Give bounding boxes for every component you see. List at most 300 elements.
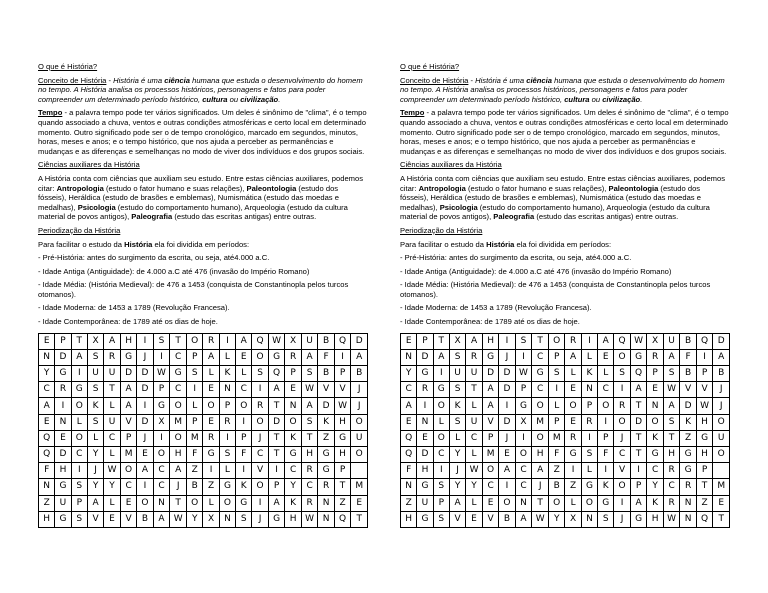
grid-cell: L	[71, 414, 87, 430]
grid-cell: C	[614, 446, 630, 462]
grid-cell: Y	[285, 479, 301, 495]
grid-cell: V	[614, 463, 630, 479]
grid-row	[39, 495, 368, 511]
grid-cell: B	[713, 366, 730, 382]
grid-cell: D	[417, 446, 433, 462]
grid-cell: E	[236, 349, 252, 365]
grid-cell: O	[647, 414, 663, 430]
periodizacao-heading: Periodização da História	[38, 225, 121, 235]
grid-cell: F	[186, 446, 202, 462]
grid-cell: A	[268, 495, 285, 511]
grid-cell: N	[153, 495, 170, 511]
ciencias-heading: Ciências auxiliares da História	[38, 160, 140, 170]
grid-cell: Y	[87, 446, 103, 462]
worksheet-right	[400, 62, 730, 528]
grid-cell: O	[581, 495, 597, 511]
grid-cell: L	[581, 463, 597, 479]
grid-cell: C	[647, 463, 663, 479]
grid-cell: N	[680, 495, 696, 511]
grid-cell: I	[417, 398, 433, 414]
grid-cell: X	[285, 333, 301, 349]
grid-cell: N	[680, 511, 696, 527]
grid-cell: G	[417, 511, 433, 527]
grid-cell: S	[71, 511, 87, 527]
grid-cell: V	[120, 414, 136, 430]
grid-cell: S	[219, 446, 235, 462]
grid-cell: L	[598, 366, 614, 382]
grid-cell: R	[680, 479, 696, 495]
grid-cell: L	[433, 414, 449, 430]
periodizacao-heading: Periodização da História	[400, 225, 483, 235]
grid-cell: K	[680, 414, 696, 430]
grid-cell: Q	[334, 333, 351, 349]
grid-cell: A	[71, 349, 87, 365]
grid-cell: Y	[548, 511, 564, 527]
grid-cell: E	[417, 430, 433, 446]
grid-cell: N	[219, 382, 235, 398]
grid-cell: R	[565, 333, 581, 349]
grid-cell: F	[680, 349, 696, 365]
grid-row	[401, 366, 730, 382]
grid-cell: I	[186, 382, 202, 398]
grid-cell: P	[482, 430, 498, 446]
grid-cell: R	[301, 463, 318, 479]
grid-cell: T	[104, 382, 121, 398]
grid-cell: I	[334, 349, 351, 365]
grid-cell: R	[663, 463, 680, 479]
grid-cell: P	[433, 495, 449, 511]
grid-cell: T	[630, 398, 647, 414]
ciencias-heading: Ciências auxiliares da História	[400, 160, 502, 170]
page-title: O que é História?	[400, 62, 460, 71]
grid-cell: I	[236, 414, 252, 430]
grid-cell: C	[482, 479, 498, 495]
grid-cell: H	[696, 414, 713, 430]
grid-cell: N	[515, 495, 532, 511]
grid-cell: D	[137, 366, 153, 382]
grid-cell: R	[252, 398, 268, 414]
grid-cell: R	[466, 349, 483, 365]
grid-cell: C	[236, 382, 252, 398]
grid-cell: O	[120, 463, 136, 479]
grid-cell: S	[663, 366, 680, 382]
grid-cell: U	[417, 495, 433, 511]
grid-cell: Y	[466, 479, 483, 495]
grid-cell: H	[39, 511, 55, 527]
grid-cell: O	[499, 495, 515, 511]
grid-cell: G	[120, 349, 136, 365]
grid-cell: I	[499, 333, 515, 349]
grid-cell: U	[466, 414, 483, 430]
grid-cell: P	[186, 349, 202, 365]
grid-cell: Z	[203, 479, 219, 495]
grid-cell: F	[401, 463, 417, 479]
grid-cell: M	[548, 430, 564, 446]
grid-cell: G	[268, 349, 285, 365]
grid-cell: L	[565, 495, 581, 511]
grid-cell: Q	[614, 333, 630, 349]
ciencias-paragraph: A História conta com ciências que auxiliam seu estudo. Entre estas ciências auxiliares, podemos citar: Antropologia (estudo o fator humano e suas relações), Paleontologia (estudo dos fósseis), Heráldica (estudo de brasões e emblemas), Numismática (estudo das moedas e medalhas), Psicologia (estudo do comportamento humano), Arqueologia (estudo da cultura material de povos antigos), Paleografia (estudo das escritas antigas) entre outras.	[38, 173, 364, 222]
grid-cell: I	[565, 463, 581, 479]
grid-cell: H	[301, 446, 318, 462]
grid-cell: T	[170, 495, 187, 511]
grid-cell: J	[252, 511, 268, 527]
grid-row	[401, 511, 730, 527]
grid-row	[401, 495, 730, 511]
grid-cell: O	[482, 463, 498, 479]
grid-cell: U	[713, 430, 730, 446]
grid-cell: C	[301, 479, 318, 495]
grid-cell: L	[104, 495, 121, 511]
grid-cell: W	[515, 366, 532, 382]
grid-cell: K	[598, 479, 614, 495]
grid-cell: A	[236, 333, 252, 349]
grid-cell	[713, 463, 730, 479]
grid-cell: F	[236, 446, 252, 462]
grid-cell: A	[104, 333, 121, 349]
grid-cell: A	[630, 495, 647, 511]
grid-cell: L	[466, 495, 483, 511]
grid-cell: B	[351, 366, 368, 382]
grid-cell: E	[137, 446, 153, 462]
grid-row	[39, 463, 368, 479]
grid-cell: V	[334, 382, 351, 398]
ciencias-paragraph: A História conta com ciências que auxiliam seu estudo. Entre estas ciências auxiliares, podemos citar: Antropologia (estudo o fator humano e suas relações), Paleontologia (estudo dos fósseis), Heráldica (estudo de brasões e emblemas), Numismática (estudo das moedas e medalhas), Psicologia (estudo do comportamento humano), Arqueologia (estudo da cultura material de povos antigos), Paleografia (estudo das escritas antigas) entre outras.	[400, 173, 726, 222]
grid-cell: G	[219, 479, 235, 495]
grid-cell: T	[663, 430, 680, 446]
grid-cell: S	[614, 366, 630, 382]
grid-cell: Y	[449, 446, 465, 462]
grid-cell: J	[614, 511, 630, 527]
grid-row	[401, 446, 730, 462]
grid-cell: N	[581, 382, 597, 398]
grid-cell: Q	[268, 366, 285, 382]
grid-cell: Q	[39, 430, 55, 446]
grid-cell: H	[482, 333, 498, 349]
grid-cell: C	[170, 349, 187, 365]
grid-cell: E	[565, 414, 581, 430]
concept-label: Conceito de História	[38, 75, 107, 85]
grid-cell: D	[630, 414, 647, 430]
grid-cell: I	[153, 349, 170, 365]
grid-cell: H	[696, 446, 713, 462]
period-item: - Pré-História: antes do surgimento da escrita, ou seja, até4.000 a.C.	[400, 253, 632, 263]
word-search-grid	[400, 333, 730, 528]
grid-cell: C	[252, 446, 268, 462]
grid-cell: E	[203, 382, 219, 398]
grid-cell: T	[466, 382, 483, 398]
period-item: - Idade Antiga (Antiguidade): de 4.000 a.C até 476 (invasão do Império Romano)	[38, 266, 310, 276]
grid-cell: O	[186, 495, 202, 511]
grid-cell: H	[170, 446, 187, 462]
grid-cell: O	[219, 495, 235, 511]
grid-cell: I	[219, 430, 235, 446]
grid-cell: Y	[449, 479, 465, 495]
grid-cell: D	[268, 414, 285, 430]
concept-paragraph: Conceito de História - História é uma ciência humana que estuda o desenvolvimento do homem no tempo. A História analisa os processos históricos, personagens e fatos para poder compreender um determinado período histórico, cultura ou civilização.	[38, 75, 363, 104]
grid-cell: A	[663, 349, 680, 365]
grid-cell: X	[87, 333, 103, 349]
grid-cell: W	[630, 333, 647, 349]
grid-cell: Y	[401, 366, 417, 382]
worksheet-left	[38, 62, 368, 528]
grid-cell: I	[548, 382, 564, 398]
grid-cell: W	[301, 511, 318, 527]
grid-cell: Z	[565, 479, 581, 495]
grid-cell: Y	[39, 366, 55, 382]
grid-cell: P	[55, 333, 71, 349]
grid-cell: E	[565, 382, 581, 398]
grid-cell: I	[71, 366, 87, 382]
grid-cell: R	[219, 414, 235, 430]
grid-cell: K	[87, 398, 103, 414]
grid-cell: W	[532, 511, 549, 527]
grid-cell: G	[203, 446, 219, 462]
grid-cell: N	[647, 398, 663, 414]
grid-cell: G	[581, 479, 597, 495]
grid-cell: X	[203, 511, 219, 527]
grid-cell: K	[647, 495, 663, 511]
grid-cell: H	[285, 511, 301, 527]
grid-cell: E	[39, 333, 55, 349]
grid-cell: I	[614, 495, 630, 511]
grid-cell: P	[696, 463, 713, 479]
grid-cell: G	[680, 446, 696, 462]
grid-cell: O	[614, 414, 630, 430]
grid-cell: C	[39, 382, 55, 398]
grid-cell: F	[318, 349, 334, 365]
grid-cell: A	[663, 398, 680, 414]
grid-cell: H	[401, 511, 417, 527]
grid-cell: P	[334, 463, 351, 479]
grid-row	[401, 382, 730, 398]
grid-row	[39, 414, 368, 430]
grid-cell: G	[515, 398, 532, 414]
grid-cell: V	[120, 511, 136, 527]
grid-cell: W	[104, 463, 121, 479]
grid-cell: O	[713, 414, 730, 430]
grid-cell: N	[39, 479, 55, 495]
grid-cell: O	[252, 349, 268, 365]
grid-cell: N	[55, 414, 71, 430]
grid-cell: C	[663, 479, 680, 495]
grid-cell: D	[351, 333, 368, 349]
grid-cell: W	[663, 382, 680, 398]
grid-cell: H	[417, 463, 433, 479]
grid-cell: X	[647, 333, 663, 349]
periodizacao-intro: Para facilitar o estudo da História ela foi dividida em períodos:	[400, 239, 612, 249]
grid-cell: P	[630, 479, 647, 495]
grid-cell: R	[318, 479, 334, 495]
grid-cell: A	[515, 511, 532, 527]
grid-cell: S	[598, 511, 614, 527]
grid-cell: O	[71, 430, 87, 446]
grid-cell: P	[548, 349, 564, 365]
grid-cell: A	[482, 382, 498, 398]
grid-row	[39, 382, 368, 398]
grid-cell: G	[55, 479, 71, 495]
grid-cell: H	[663, 446, 680, 462]
grid-cell: J	[170, 479, 187, 495]
grid-cell: G	[630, 349, 647, 365]
grid-cell: V	[449, 511, 465, 527]
grid-cell: J	[713, 382, 730, 398]
grid-cell: A	[153, 511, 170, 527]
grid-cell: E	[647, 382, 663, 398]
grid-row	[401, 414, 730, 430]
grid-cell: R	[301, 495, 318, 511]
grid-cell: G	[482, 349, 498, 365]
grid-cell: I	[581, 333, 597, 349]
grid-cell: P	[515, 382, 532, 398]
grid-cell: Y	[186, 511, 202, 527]
grid-cell: A	[120, 398, 136, 414]
grid-cell: R	[663, 495, 680, 511]
grid-cell: P	[581, 398, 597, 414]
grid-cell: M	[170, 414, 187, 430]
grid-cell: I	[499, 479, 515, 495]
period-item: - Idade Moderna: de 1453 a 1789 (Revolução Francesa).	[400, 303, 592, 313]
grid-cell: F	[548, 446, 564, 462]
grid-cell: I	[598, 463, 614, 479]
grid-cell: D	[713, 333, 730, 349]
grid-cell: G	[55, 511, 71, 527]
grid-cell: O	[548, 495, 564, 511]
grid-cell: G	[334, 430, 351, 446]
grid-row	[401, 333, 730, 349]
grid-cell: K	[219, 366, 235, 382]
grid-cell: S	[87, 349, 103, 365]
grid-cell: O	[565, 398, 581, 414]
grid-cell: T	[268, 430, 285, 446]
grid-cell: L	[104, 446, 121, 462]
tempo-label: Tempo	[38, 108, 63, 118]
grid-cell: C	[153, 463, 170, 479]
grid-cell: I	[236, 463, 252, 479]
grid-cell: L	[87, 430, 103, 446]
grid-cell: J	[351, 382, 368, 398]
grid-cell: I	[268, 463, 285, 479]
grid-cell: S	[301, 366, 318, 382]
grid-cell: W	[301, 382, 318, 398]
grid-cell: X	[153, 414, 170, 430]
grid-cell: G	[680, 463, 696, 479]
grid-cell: N	[318, 511, 334, 527]
grid-cell: R	[565, 430, 581, 446]
grid-cell: E	[55, 430, 71, 446]
grid-cell: B	[680, 366, 696, 382]
grid-cell: N	[39, 349, 55, 365]
grid-cell: P	[120, 430, 136, 446]
grid-cell: P	[219, 398, 235, 414]
grid-cell: U	[104, 366, 121, 382]
grid-cell: U	[301, 333, 318, 349]
grid-cell: T	[713, 511, 730, 527]
grid-cell: G	[71, 382, 87, 398]
grid-cell: J	[713, 398, 730, 414]
grid-cell: K	[285, 495, 301, 511]
grid-cell: P	[647, 366, 663, 382]
tempo-paragraph: Tempo - a palavra tempo pode ter vários significados. Um deles é sinônimo de "clima", é o tempo quando associado a chuva, ventos e outras condições atmosféricas e certo local em determinado momento. Outro significado pode ser o de tempo cronológico, marcado em segundos, minutos, horas, meses e anos; e o tempo histórico, que nos ajuda a perceber as permanências e mudanças e as diferenças e semelhanças no modo de viver dos indivíduos e dos grupos sociais.	[400, 108, 729, 156]
grid-cell: U	[466, 366, 483, 382]
grid-cell: T	[334, 479, 351, 495]
grid-cell: B	[548, 479, 564, 495]
grid-row	[39, 349, 368, 365]
grid-cell: D	[137, 382, 153, 398]
grid-cell: H	[647, 511, 663, 527]
grid-cell: W	[334, 398, 351, 414]
grid-cell: L	[548, 398, 564, 414]
grid-row	[401, 398, 730, 414]
grid-cell: V	[318, 382, 334, 398]
grid-cell: C	[104, 430, 121, 446]
grid-cell: W	[153, 366, 170, 382]
grid-cell: T	[532, 333, 549, 349]
grid-cell: D	[482, 366, 498, 382]
grid-cell: J	[137, 349, 153, 365]
grid-cell: Y	[104, 479, 121, 495]
grid-cell: H	[532, 446, 549, 462]
grid-cell: A	[630, 382, 647, 398]
grid-cell: D	[499, 414, 515, 430]
grid-cell: M	[532, 414, 549, 430]
grid-row	[401, 479, 730, 495]
grid-cell: A	[401, 398, 417, 414]
grid-cell: S	[449, 349, 465, 365]
grid-cell: O	[252, 414, 268, 430]
grid-cell: A	[39, 398, 55, 414]
grid-cell: O	[532, 430, 549, 446]
grid-cell: C	[532, 349, 549, 365]
grid-cell: R	[647, 349, 663, 365]
grid-cell: D	[55, 349, 71, 365]
grid-cell: E	[598, 349, 614, 365]
grid-cell: C	[515, 479, 532, 495]
period-item: - Idade Contemporânea: de 1789 até os dias de hoje.	[38, 317, 218, 327]
grid-cell: Q	[401, 446, 417, 462]
grid-cell: K	[449, 398, 465, 414]
grid-cell: N	[581, 511, 597, 527]
grid-cell: Q	[696, 511, 713, 527]
grid-cell: P	[696, 366, 713, 382]
grid-cell: I	[499, 398, 515, 414]
grid-cell: C	[285, 463, 301, 479]
grid-cell: F	[39, 463, 55, 479]
grid-cell: M	[713, 479, 730, 495]
grid-cell: A	[203, 349, 219, 365]
grid-cell: H	[334, 414, 351, 430]
grid-cell: W	[696, 398, 713, 414]
period-item: - Idade Contemporânea: de 1789 até os dias de hoje.	[400, 317, 580, 327]
grid-cell: J	[532, 479, 549, 495]
grid-cell: U	[104, 414, 121, 430]
grid-cell: T	[301, 430, 318, 446]
grid-cell: S	[433, 479, 449, 495]
grid-cell: A	[351, 349, 368, 365]
grid-cell: L	[203, 366, 219, 382]
grid-cell: G	[318, 463, 334, 479]
grid-cell: T	[170, 333, 187, 349]
grid-cell: S	[186, 366, 202, 382]
grid-cell: N	[318, 495, 334, 511]
grid-cell: C	[120, 479, 136, 495]
grid-cell: D	[680, 398, 696, 414]
grid-cell: R	[285, 349, 301, 365]
grid-cell: Q	[401, 430, 417, 446]
grid-cell: A	[449, 495, 465, 511]
grid-row	[401, 430, 730, 446]
grid-cell: R	[581, 414, 597, 430]
